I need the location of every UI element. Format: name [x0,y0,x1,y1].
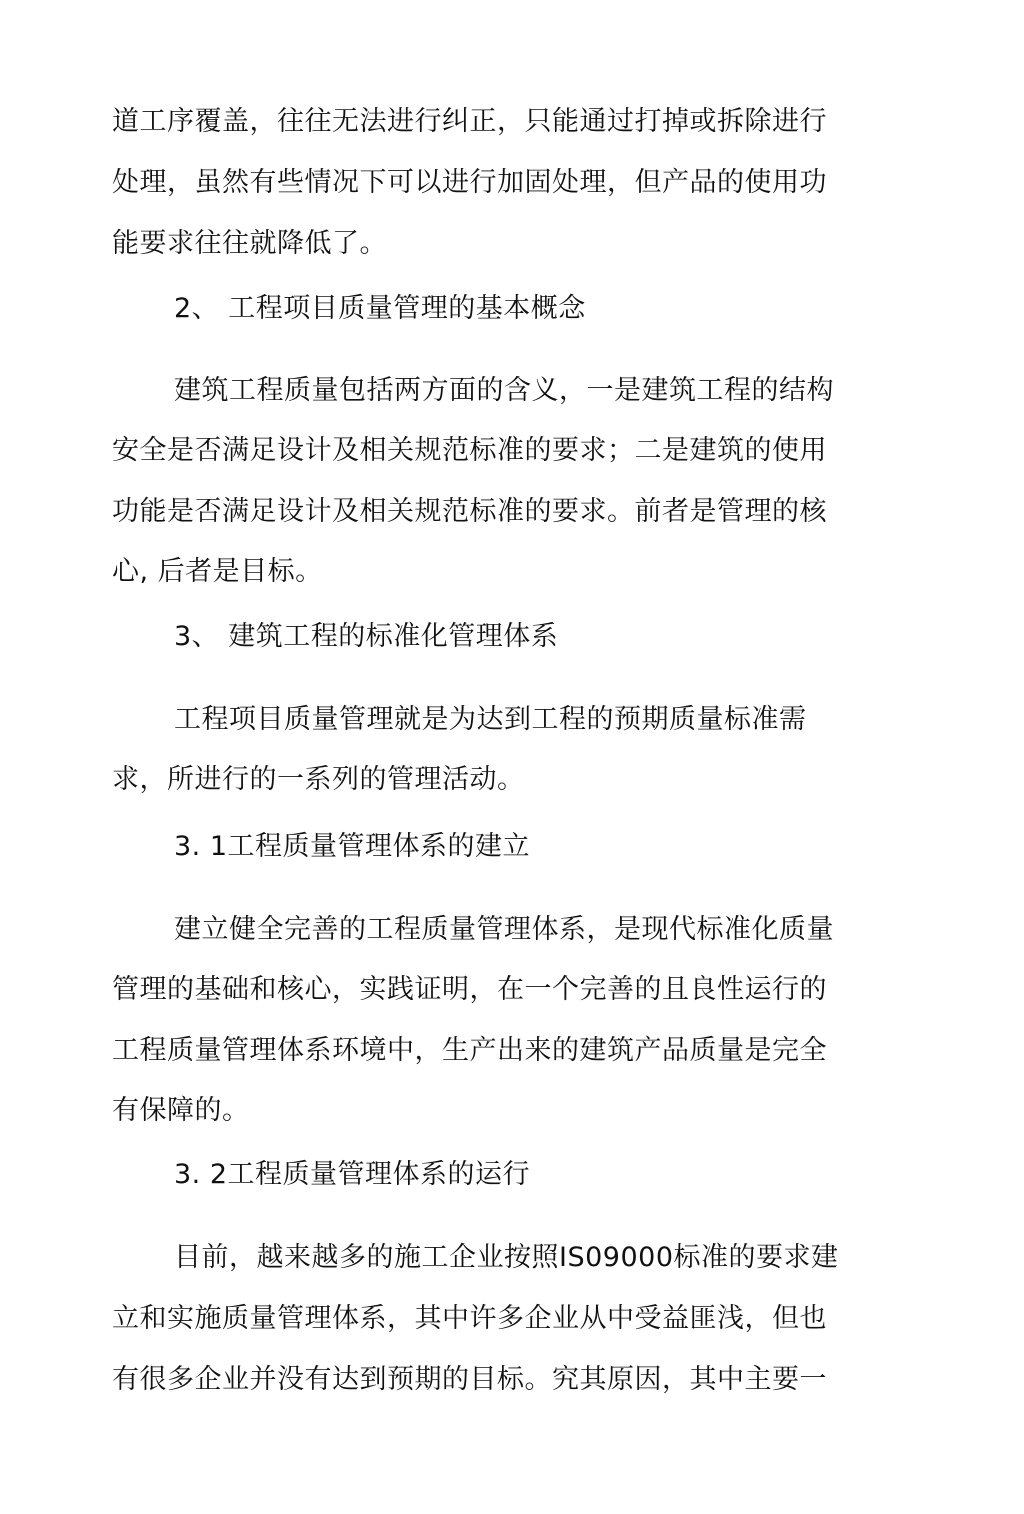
paragraph-line: 目前，越来越多的施工企业按照IS09000标准的要求建 [174,1242,839,1273]
paragraph-line: 道工序覆盖，往往无法进行纠正，只能通过打掉或拆除进行 [112,106,827,137]
section-heading: 2、 工程项目质量管理的基本概念 [174,293,586,324]
paragraph-line: 立和实施质量管理体系，其中许多企业从中受益匪浅，但也 [112,1303,827,1334]
paragraph-line: 工程质量管理体系环境中，生产出来的建筑产品质量是完全 [112,1035,827,1066]
paragraph-line: 有保障的。 [112,1095,250,1126]
paragraph-line: 有很多企业并没有达到预期的目标。究其原因，其中主要一 [112,1364,827,1395]
section-heading: 3、 建筑工程的标准化管理体系 [174,621,559,652]
section-heading: 3. 1工程质量管理体系的建立 [174,831,531,862]
paragraph-line: 求，所进行的一系列的管理活动。 [112,764,525,795]
paragraph-line: 工程项目质量管理就是为达到工程的预期质量标准需 [174,704,807,735]
paragraph-line: 心, 后者是目标。 [112,556,323,587]
paragraph-line: 建立健全完善的工程质量管理体系，是现代标准化质量 [174,914,834,945]
paragraph-line: 建筑工程质量包括两方面的含义，一是建筑工程的结构 [174,375,834,406]
paragraph-line: 处理，虽然有些情况下可以进行加固处理，但产品的使用功 [112,167,827,198]
paragraph-line: 管理的基础和核心，实践证明，在一个完善的且良性运行的 [112,974,827,1005]
section-heading: 3. 2工程质量管理体系的运行 [174,1159,531,1190]
paragraph-line: 安全是否满足设计及相关规范标准的要求；二是建筑的使用 [112,435,827,466]
paragraph-line: 能要求往往就降低了。 [112,228,387,259]
paragraph-line: 功能是否满足设计及相关规范标准的要求。前者是管理的核 [112,496,827,527]
